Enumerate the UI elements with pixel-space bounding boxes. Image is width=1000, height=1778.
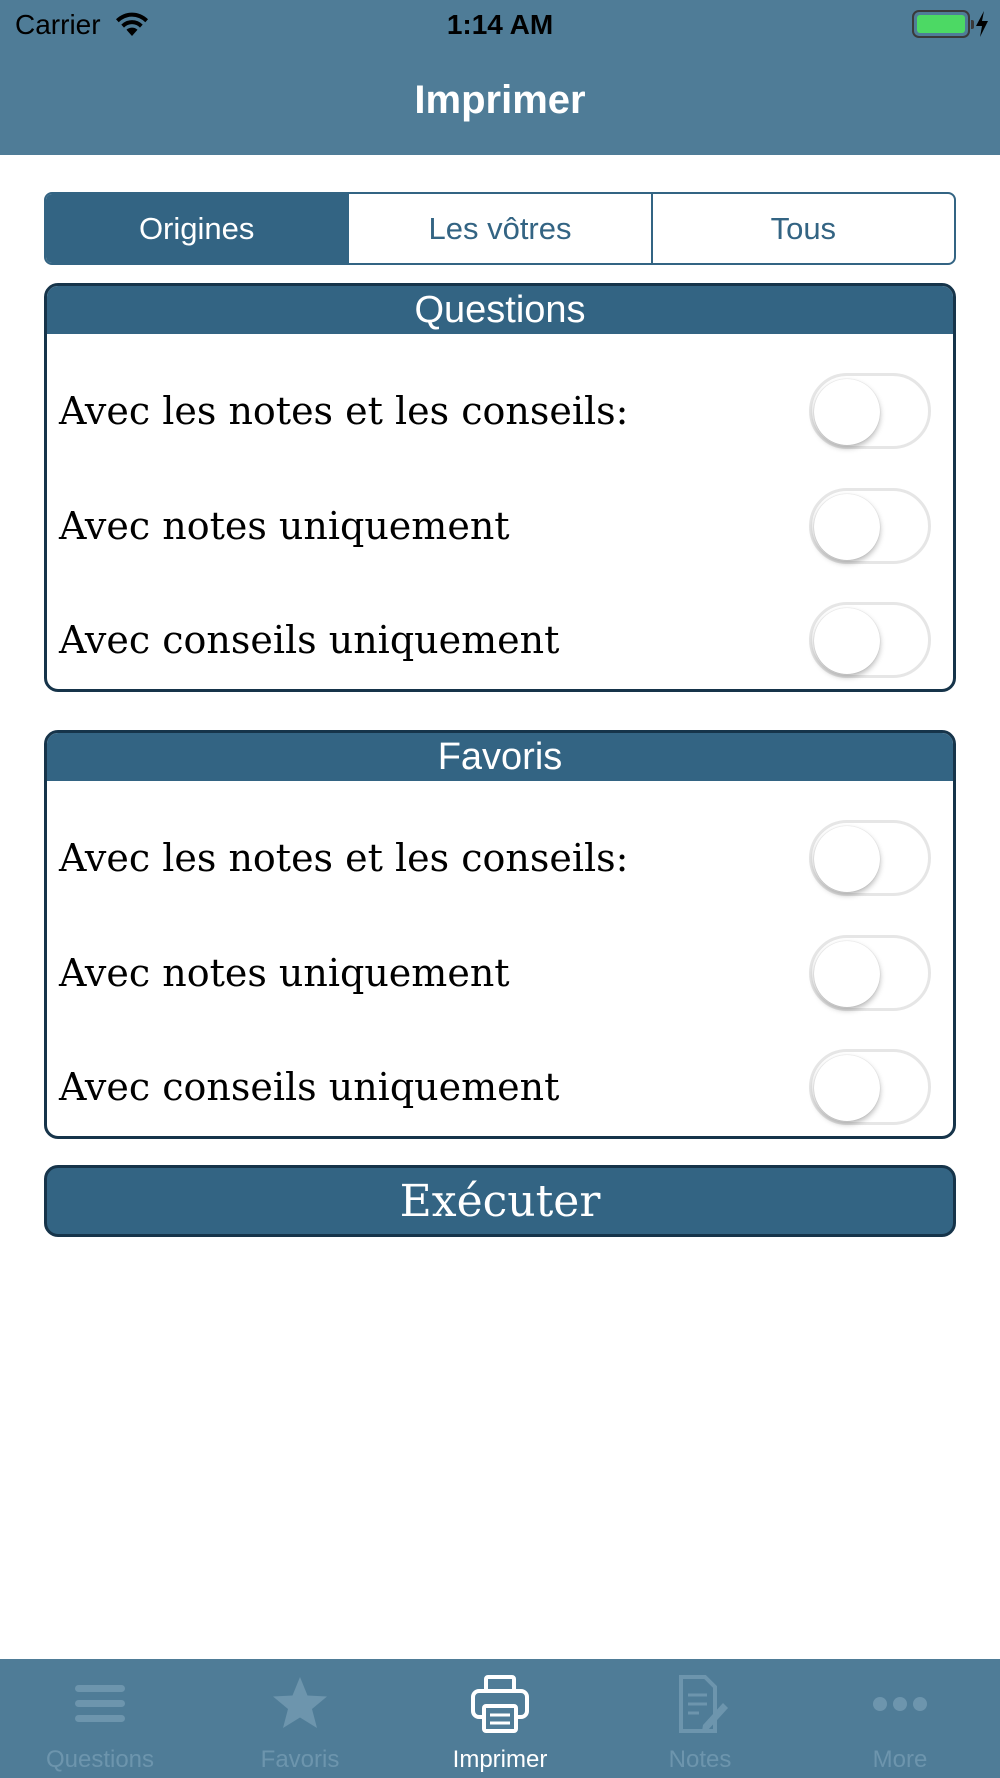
toggle-switch[interactable] (809, 820, 931, 896)
segmented-control (44, 192, 956, 265)
favoris-panel (44, 730, 956, 1139)
tab-questions[interactable] (0, 1659, 200, 1778)
segment-les-votres[interactable]: Les vôtres (347, 194, 650, 263)
tab-notes[interactable] (600, 1659, 800, 1778)
more-icon (869, 1673, 931, 1735)
questions-panel (44, 283, 956, 692)
option-row (47, 933, 953, 1013)
tab-label: Questions (45, 1746, 155, 1773)
toggle-knob (814, 379, 880, 445)
tab-favoris[interactable] (200, 1659, 400, 1778)
toggle-knob (814, 1055, 880, 1121)
charging-bolt-icon (974, 10, 990, 38)
toggle-knob (814, 608, 880, 674)
segment-origines[interactable]: Origines (46, 194, 347, 263)
option-row (47, 486, 953, 566)
carrier-label: Carrier (15, 9, 101, 40)
status-bar (0, 0, 1000, 50)
toggle-switch[interactable] (809, 488, 931, 564)
option-label: Avec conseils uniquement (59, 1065, 560, 1109)
tab-label: Favoris (260, 1746, 340, 1773)
option-label: Avec notes uniquement (59, 504, 510, 548)
panel-title: Questions (47, 286, 953, 334)
toggle-switch[interactable] (809, 935, 931, 1011)
toggle-knob (814, 941, 880, 1007)
option-label: Avec les notes et les conseils: (59, 389, 629, 433)
segment-tous[interactable]: Tous (651, 194, 954, 263)
option-row (47, 1047, 953, 1127)
battery-indicator (912, 10, 990, 38)
toggle-knob (814, 494, 880, 560)
note-icon (669, 1673, 731, 1735)
tab-label: Notes (668, 1746, 732, 1773)
panel-title: Favoris (47, 733, 953, 781)
tab-label: Imprimer (452, 1746, 548, 1773)
execute-button[interactable]: Exécuter (44, 1165, 956, 1237)
option-row (47, 818, 953, 898)
printer-icon (469, 1673, 531, 1735)
navigation-header (0, 0, 1000, 155)
tab-imprimer[interactable] (400, 1659, 600, 1778)
battery-icon (912, 10, 970, 38)
status-time: 1:14 AM (446, 9, 554, 40)
option-label: Avec conseils uniquement (59, 618, 560, 662)
hamburger-icon (69, 1673, 131, 1735)
toggle-knob (814, 826, 880, 892)
option-row (47, 371, 953, 451)
tab-bar (0, 1659, 1000, 1778)
tab-label: More (872, 1746, 928, 1773)
toggle-switch[interactable] (809, 602, 931, 678)
option-row (47, 600, 953, 680)
toggle-switch[interactable] (809, 373, 931, 449)
page-title: Imprimer (414, 78, 586, 122)
toggle-switch[interactable] (809, 1049, 931, 1125)
tab-more[interactable] (800, 1659, 1000, 1778)
star-icon (269, 1673, 331, 1735)
option-label: Avec notes uniquement (59, 951, 510, 995)
option-label: Avec les notes et les conseils: (59, 836, 629, 880)
